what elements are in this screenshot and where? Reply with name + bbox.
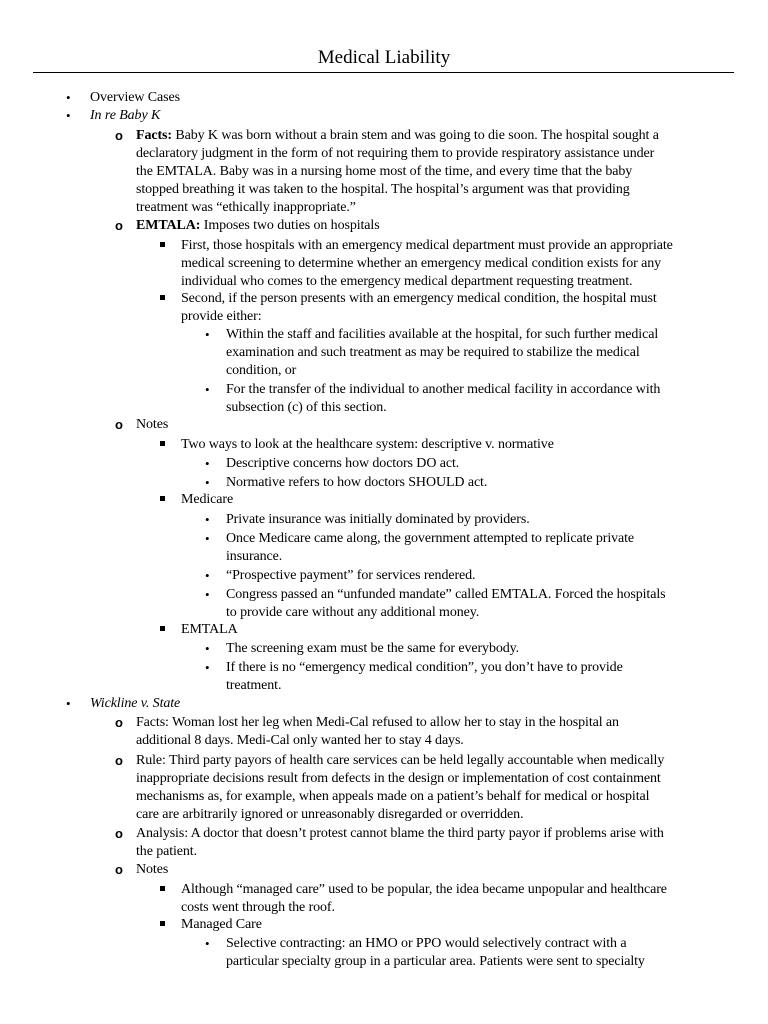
- circle-bullet-icon: o: [115, 715, 123, 730]
- medicare-item-line: Congress passed an “unfunded mandate” called EMTALA. Forced the hospitals: [226, 587, 666, 602]
- facts-label: Facts:: [136, 128, 172, 143]
- bullet-icon: [205, 530, 210, 549]
- bullet-icon: [205, 935, 210, 954]
- wickline-facts-line: additional 8 days. Medi-Cal only wanted her to stay 4 days.: [136, 733, 464, 748]
- square-bullet-icon: [160, 881, 165, 899]
- wickline-notes-heading: Notes: [136, 862, 169, 877]
- managed-care-heading: Managed Care: [181, 917, 262, 932]
- notes-heading: Notes: [136, 417, 169, 432]
- option-a-line: condition, or: [226, 363, 297, 378]
- bullet-icon: [205, 381, 210, 400]
- option-b-line: subsection (c) of this section.: [226, 400, 387, 415]
- square-bullet-icon: [160, 916, 165, 934]
- baby-k-facts-line: treatment was “ethically inappropriate.”: [136, 200, 356, 215]
- two-ways-line: Two ways to look at the healthcare system: descriptive v. normative: [181, 437, 554, 452]
- option-a-line: examination and such treatment as may be required to stabilize the medical: [226, 345, 640, 360]
- page-title: Medical Liability: [317, 47, 451, 68]
- bullet-icon: [66, 89, 71, 108]
- second-duty-line: provide either:: [181, 309, 262, 324]
- square-bullet-icon: [160, 491, 165, 509]
- overview-heading: Overview Cases: [90, 90, 180, 105]
- bullet-icon: [66, 107, 71, 126]
- wickline-rule-line: care are arbitrarily ignored or unreasonably disregarded or overridden.: [136, 807, 524, 822]
- circle-bullet-icon: o: [115, 417, 123, 432]
- option-a-line: Within the staff and facilities available at the hospital, for such further medical: [226, 327, 659, 342]
- emtala-notes-heading: EMTALA: [181, 622, 238, 637]
- medicare-item-line: “Prospective payment” for services rendered.: [226, 568, 476, 583]
- circle-bullet-icon: o: [115, 218, 123, 233]
- managed-care-pop-line: Although “managed care” used to be popular, the idea became unpopular and healthcare: [181, 882, 667, 897]
- first-duty-line: individual who comes to the emergency medical department requesting treatment.: [181, 274, 633, 289]
- medicare-item-line: insurance.: [226, 549, 283, 564]
- bullet-icon: [205, 511, 210, 530]
- first-duty-line: medical screening to determine whether an emergency medical condition exists for any: [181, 256, 661, 271]
- bullet-icon: [205, 567, 210, 586]
- case-heading-baby-k: In re Baby K: [90, 108, 161, 123]
- emtala-item-line: The screening exam must be the same for everybody.: [226, 641, 520, 656]
- second-duty-line: Second, if the person presents with an emergency medical condition, the hospital must: [181, 291, 657, 306]
- medicare-heading: Medicare: [181, 492, 234, 507]
- circle-bullet-icon: o: [115, 753, 123, 768]
- wickline-rule-line: mechanisms as, for example, when appeals made on a patient’s behalf for medical or hospital: [136, 789, 650, 804]
- bullet-icon: [205, 659, 210, 678]
- descriptive-line: Descriptive concerns how doctors DO act.: [226, 456, 460, 471]
- bullet-icon: [205, 326, 210, 345]
- baby-k-facts-line: the EMTALA. Baby was in a nursing home most of the time, and every time that the baby: [136, 164, 633, 179]
- square-bullet-icon: [160, 237, 165, 255]
- emtala-item-line: treatment.: [226, 678, 282, 693]
- medicare-item-line: Once Medicare came along, the government attempted to replicate private: [226, 531, 635, 546]
- circle-bullet-icon: o: [115, 128, 123, 143]
- facts-text: Baby K was born without a brain stem and was going to die soon. The hospital sought a: [171, 128, 659, 143]
- wickline-analysis-line: the patient.: [136, 844, 198, 859]
- case-heading-wickline: Wickline v. State: [90, 696, 181, 711]
- selective-line: particular specialty group in a particular area. Patients were sent to specialty: [226, 954, 645, 969]
- wickline-analysis-line: Analysis: A doctor that doesn’t protest cannot blame the third party payor if problems arise with: [136, 826, 664, 841]
- square-bullet-icon: [160, 290, 165, 308]
- emtala-line: [136, 217, 380, 235]
- managed-care-pop-line: costs went through the roof.: [181, 900, 335, 915]
- medicare-item-line: Private insurance was initially dominated by providers.: [226, 512, 530, 527]
- bullet-icon: [205, 640, 210, 659]
- bullet-icon: [205, 455, 210, 474]
- medicare-item-line: to provide care without any additional money.: [226, 605, 480, 620]
- square-bullet-icon: [160, 621, 165, 639]
- normative-line: Normative refers to how doctors SHOULD act.: [226, 475, 488, 490]
- option-b-line: For the transfer of the individual to another medical facility in accordance with: [226, 382, 661, 397]
- emtala-label: EMTALA:: [136, 218, 201, 233]
- wickline-rule-line: inappropriate decisions result from defects in the design or implementation of cost containment: [136, 771, 661, 786]
- circle-bullet-icon: o: [115, 826, 123, 841]
- emtala-text: Imposes two duties on hospitals: [200, 218, 380, 233]
- selective-line: Selective contracting: an HMO or PPO would selectively contract with a: [226, 936, 627, 951]
- baby-k-facts-line: declaratory judgment in the form of not requiring them to provide respiratory assistance under: [136, 146, 655, 161]
- baby-k-facts-line: [136, 127, 659, 145]
- emtala-item-line: If there is no “emergency medical condition”, you don’t have to provide: [226, 660, 623, 675]
- first-duty-line: First, those hospitals with an emergency medical department must provide an appropriate: [181, 238, 673, 253]
- square-bullet-icon: [160, 436, 165, 454]
- baby-k-facts-line: stopped breathing it was taken to the hospital. The hospital’s argument was that providing: [136, 182, 630, 197]
- wickline-facts-line: Facts: Woman lost her leg when Medi-Cal refused to allow her to stay in the hospital an: [136, 715, 619, 730]
- bullet-icon: [205, 586, 210, 605]
- title-divider: [33, 72, 734, 73]
- bullet-icon: [66, 695, 71, 714]
- wickline-rule-line: Rule: Third party payors of health care services can be held legally accountable when medically: [136, 753, 665, 768]
- circle-bullet-icon: o: [115, 862, 123, 877]
